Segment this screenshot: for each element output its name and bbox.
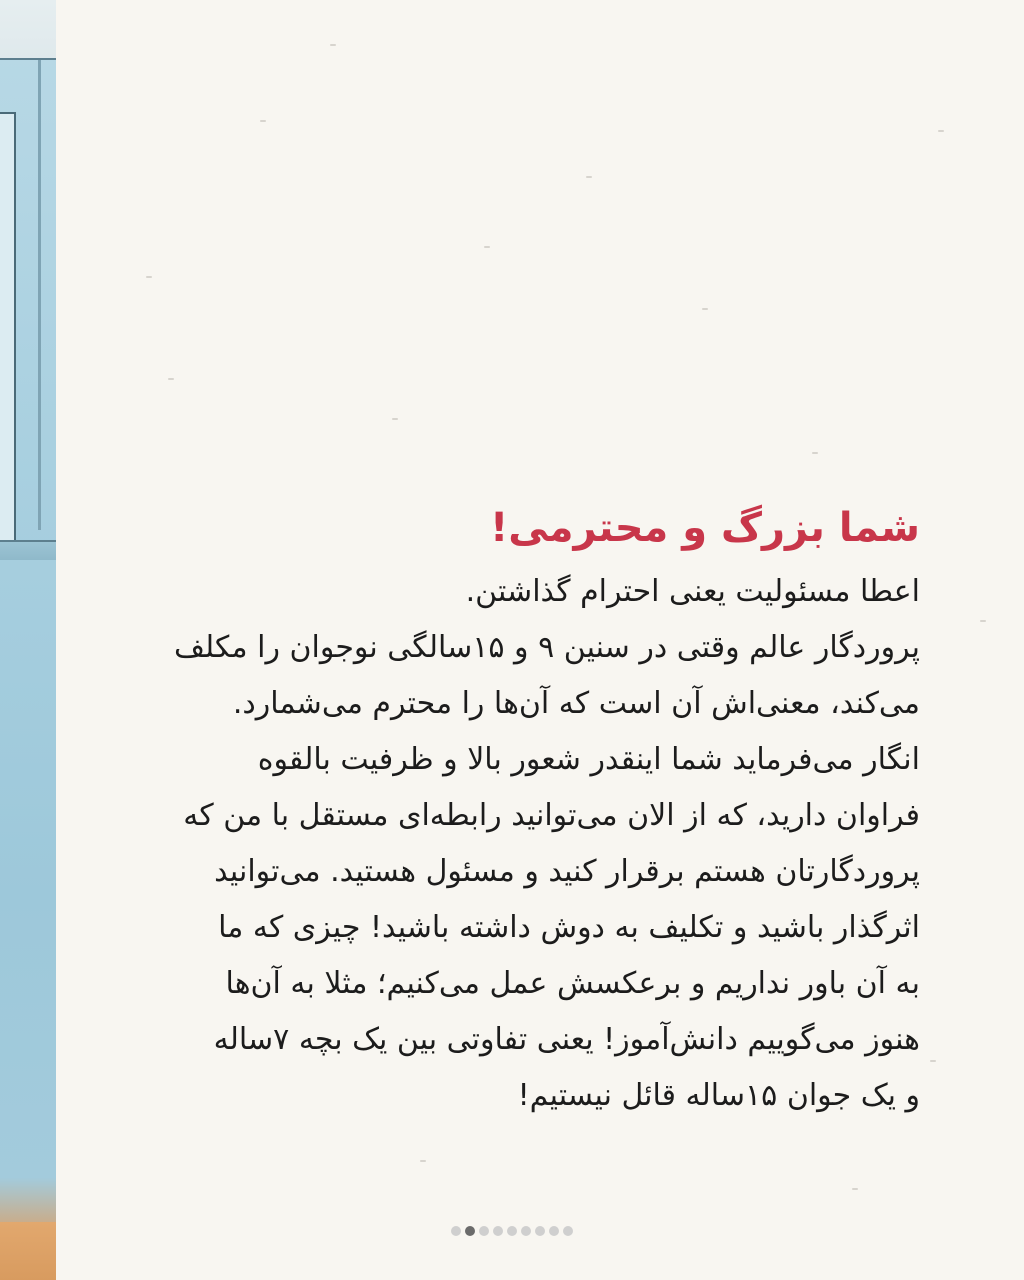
illustration-ledge — [0, 540, 56, 560]
carousel-dot-active[interactable] — [465, 1226, 475, 1236]
paper-speck — [420, 1160, 426, 1162]
paper-speck — [392, 418, 398, 420]
paper-speck — [852, 1188, 858, 1190]
paper-speck — [702, 308, 708, 310]
carousel-dot[interactable] — [451, 1226, 461, 1236]
article-line: فراوان دارید، که از الان می‌توانید رابطه‌ای مستقل با من که — [183, 798, 920, 833]
carousel-dot[interactable] — [535, 1226, 545, 1236]
paper-speck — [260, 120, 266, 122]
illustration-window-frame — [0, 112, 16, 544]
paper-speck — [812, 452, 818, 454]
article-line: اثرگذار باشید و تکلیف به دوش داشته باشید! چیزی که ما — [218, 910, 920, 945]
article-line: هنوز می‌گوییم دانش‌آموز! یعنی تفاوتی بین یک بچه ۷ساله — [213, 1022, 920, 1057]
article-title: شما بزرگ و محترمی! — [490, 505, 920, 551]
paper-speck — [938, 130, 944, 132]
illustration-ceiling — [0, 0, 56, 60]
article-line: به آن باور نداریم و برعکسش عمل می‌کنیم؛ مثلا به آن‌ها — [225, 966, 920, 1001]
carousel-dot[interactable] — [563, 1226, 573, 1236]
paper-speck — [586, 176, 592, 178]
carousel-pagination[interactable] — [0, 1226, 1024, 1236]
article-line: و یک جوان ۱۵ساله قائل نیستیم! — [517, 1078, 920, 1113]
article-text — [120, 498, 920, 1124]
carousel-dot[interactable] — [507, 1226, 517, 1236]
article-line: پروردگار عالم وقتی در سنین ۹ و ۱۵سالگی نوجوان را مکلف — [173, 630, 920, 665]
paper-speck — [484, 246, 490, 248]
article-line: می‌کند، معنی‌اش آن است که آن‌ها را محترم می‌شمارد. — [232, 686, 920, 721]
carousel-dot[interactable] — [493, 1226, 503, 1236]
carousel-dot[interactable] — [479, 1226, 489, 1236]
paper-speck — [980, 620, 986, 622]
carousel-dot[interactable] — [549, 1226, 559, 1236]
article-line: اعطا مسئولیت یعنی احترام گذاشتن. — [465, 574, 920, 609]
paper-speck — [146, 276, 152, 278]
paper-speck — [930, 1060, 936, 1062]
carousel-dot[interactable] — [521, 1226, 531, 1236]
side-illustration — [0, 0, 56, 1280]
paper-speck — [330, 44, 336, 46]
article-line: انگار می‌فرماید شما اینقدر شعور بالا و ظرفیت بالقوه — [257, 742, 920, 777]
paper-speck — [168, 378, 174, 380]
article-line: پروردگارتان هستم برقرار کنید و مسئول هستید. می‌توانید — [214, 854, 920, 889]
illustration-wall-line — [38, 60, 41, 530]
